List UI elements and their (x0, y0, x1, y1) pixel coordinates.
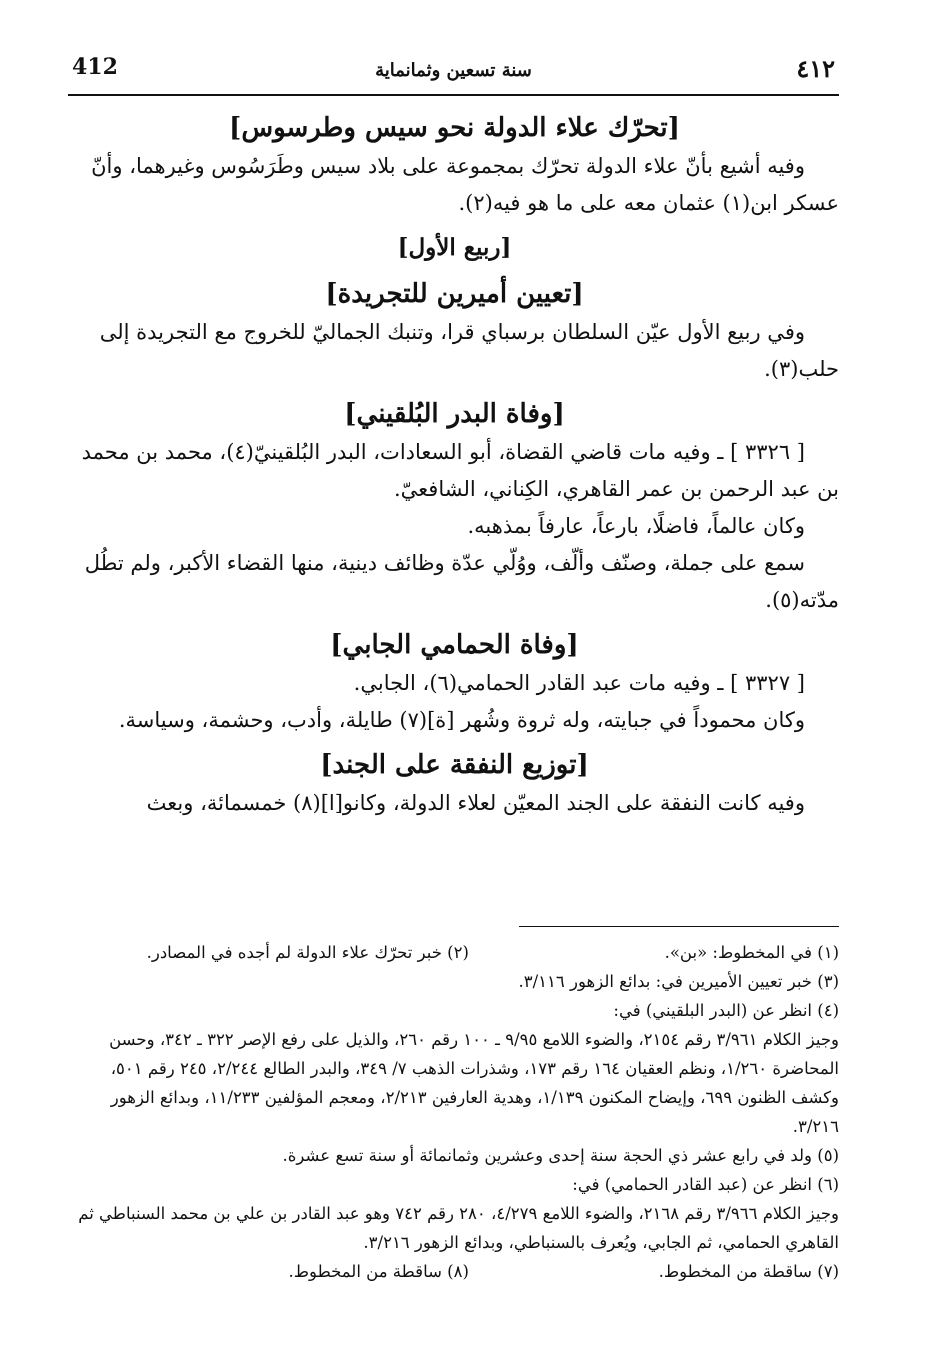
footnote-row-7-8 (68, 1257, 839, 1286)
paragraph-two-emirs: وفي ربيع الأول عيّن السلطان برسباي قرا، وتنبك الجماليّ للخروج مع التجريدة إلى حلب(٣). (99, 320, 839, 381)
section-heading-rabi-awwal: [ربيع الأول] (397, 234, 512, 261)
footnote-6-body: وجيز الكلام ٣/٩٦٦ رقم ٢١٦٨، والضوء اللامع ٤/٢٧٩، ٢٨٠ رقم ٧٤٢ وهو عبد القادر بن علي بن محمد السنباطي ثم القاهري الحمامي، ثم الجابي، ويُعرف بالسنباطي، وبدائع الزهور ٣/٢١٦. (78, 1204, 839, 1252)
page-number-arabic: ٤١٢ (796, 54, 835, 83)
paragraph-hamami-entry: [ ٣٣٢٧ ] ـ وفيه مات عبد القادر الحمامي(٦)، الجابي. (353, 671, 805, 695)
paragraph-bulqini-qualities: وكان عالماً، فاضلًا، بارعاً، عارفاً بمذهبه. (467, 514, 805, 538)
footnote-4-head: (٤) انظر عن (البدر البلقيني) في: (613, 1001, 839, 1020)
paragraph-bulqini-career: سمع على جملة، وصنّف وألّف، ووُلّي عدّة وظائف دينية، منها القضاء الأكبر، ولم تطُل مدّته(٥). (84, 551, 839, 612)
footnote-row-1-2 (68, 938, 839, 967)
paragraph-bulqini-entry: [ ٣٣٢٦ ] ـ وفيه مات قاضي القضاة، أبو السعادات، البدر البُلقينيّ(٤)، محمد بن محمد بن عبد الرحمن بن عمر القاهري، الكِناني، الشافعيّ. (81, 440, 839, 501)
footnote-8: (٨) ساقطة من المخطوط. (288, 1262, 469, 1281)
paragraph-hamami-qualities: وكان محموداً في جبايته، وله ثروة وشُهر [ة](٧) طايلة، وأدب، وحشمة، وسياسة. (118, 708, 805, 732)
footnote-5: (٥) ولد في رابع عشر ذي الحجة سنة إحدى وعشرين وثمانمائة أو سنة تسع عشرة. (282, 1146, 839, 1165)
section-heading-bulqini-death: [وفاة البدر البُلقيني] (344, 399, 565, 429)
running-title: سنة تسعين وثمانماية (375, 60, 532, 81)
footnote-3: (٣) خبر تعيين الأميرين في: بدائع الزهور ٣/١١٦. (518, 972, 839, 991)
footnote-6-head: (٦) انظر عن (عبد القادر الحمامي) في: (572, 1175, 839, 1194)
section-heading-soldiers-pay: [توزيع النفقة على الجند] (320, 750, 589, 780)
main-text (70, 108, 839, 822)
footnote-1: (١) في المخطوط: «بن». (664, 943, 839, 962)
paragraph-soldiers-pay: وفيه كانت النفقة على الجند المعيّن لعلاء الدولة، وكانو[ا](٨) خمسمائة، وبعث (146, 791, 805, 815)
section-heading-two-emirs: [تعيين أميرين للتجريدة] (325, 279, 584, 309)
page-header (68, 52, 839, 96)
footnote-7: (٧) ساقطة من المخطوط. (658, 1262, 839, 1281)
section-heading-alaa-movement: [تحرّك علاء الدولة نحو سيس وطرسوس] (229, 113, 680, 143)
paragraph-alaa-movement: وفيه أشيع بأنّ علاء الدولة تحرّك بمجموعة على بلاد سيس وطَرَسُوس وغيرهما، وأنّ عسكر ابن(١) عثمان معه على ما هو فيه(٢). (91, 154, 839, 215)
footnotes (68, 938, 839, 1286)
section-heading-hamami-death: [وفاة الحمامي الجابي] (330, 630, 579, 660)
page-number-latin: 412 (72, 54, 118, 80)
footnote-4-body: وجيز الكلام ٣/٩٦١ رقم ٢١٥٤، والضوء اللامع ٩/٩٥ ـ ١٠٠ رقم ٢٦٠، والذيل على رفع الإصر ٣٢٢ ـ ٣٤٢، وحسن المحاضرة ١/٢٦٠، ونظم العقيان ١٦٤ رقم ١٧٣، وشذرات الذهب ٧/ ٣٤٩، والبدر الطالع ٢/٢٤٤، ٢٤٥ رقم ٥٠١، وكشف الظنون ٦٩٩، وإيضاح المكنون ١/١٣٩، وهدية العارفين ٢/٢١٣، ومعجم المؤلفين ١١/٢٣٣، وبدائع الزهور ٣/٢١٦. (109, 1030, 839, 1136)
footnote-divider (519, 926, 839, 927)
footnote-2: (٢) خبر تحرّك علاء الدولة لم أجده في المصادر. (146, 943, 469, 962)
